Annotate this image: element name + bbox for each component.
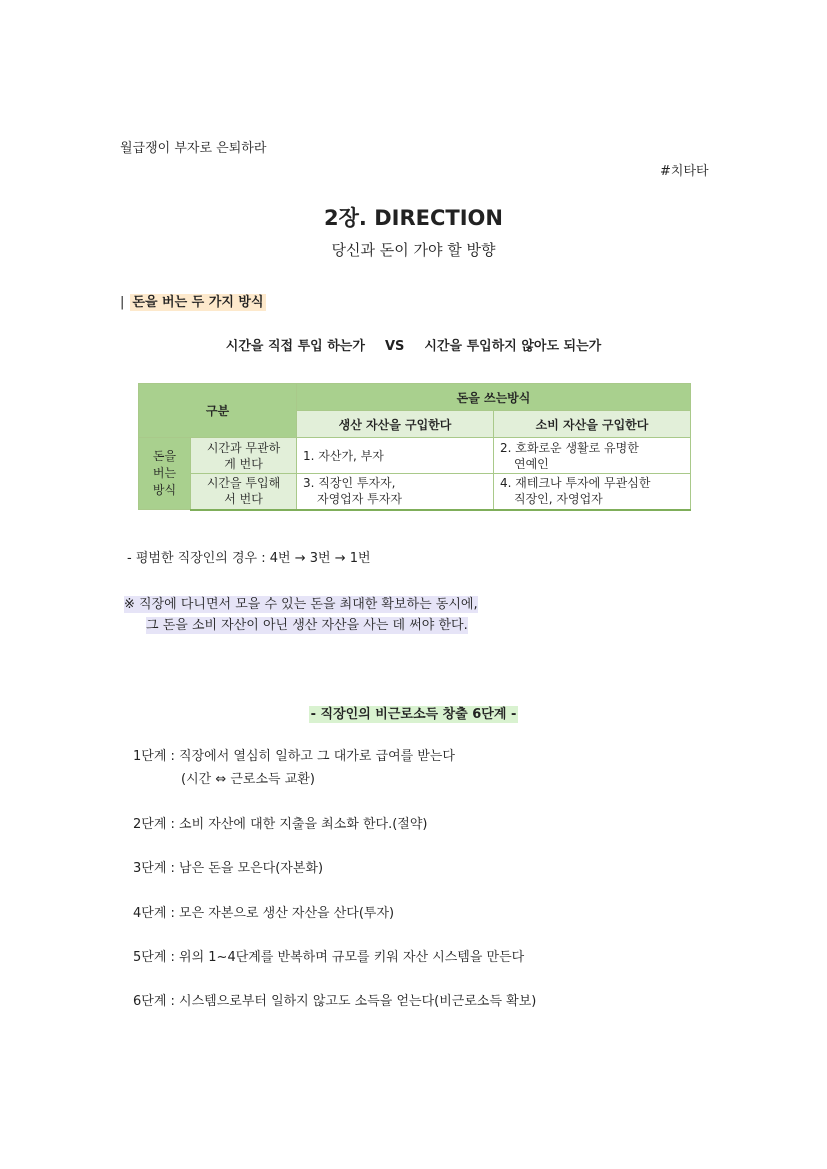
section-heading — [120, 291, 266, 310]
money-table — [138, 383, 691, 511]
comparison-vs: VS — [384, 339, 405, 354]
key-point-line-2: 그 돈을 소비 자산이 아닌 생산 자산을 사는 데 써야 한다. — [146, 618, 468, 633]
section-bar: | — [120, 295, 125, 310]
case-note: - 평범한 직장인의 경우 : 4번 → 3번 → 1번 — [127, 551, 371, 566]
table-row-label-time-invested: 시간을 투입해 서 번다 — [191, 474, 297, 510]
step-5: 5단계 : 위의 1~4단계를 반복하며 규모를 키워 자산 시스템을 만든다 — [133, 950, 525, 965]
table-col-consumer: 소비 자산을 구입한다 — [494, 411, 691, 438]
comparison-left: 시간을 직접 투입 하는가 — [225, 339, 365, 354]
table-cell-4: 4. 재테크나 투자에 무관심한 직장인, 자영업자 — [494, 474, 691, 510]
step-1: 1단계 : 직장에서 열심히 일하고 그 대가로 급여를 받는다 — [133, 749, 455, 764]
section-heading-text: 돈을 버는 두 가지 방식 — [132, 295, 264, 310]
table-cell-3: 3. 직장인 투자자, 자영업자 투자자 — [297, 474, 494, 510]
table-cell-1: 1. 자산가, 부자 — [297, 438, 494, 474]
table-side-label: 돈을 버는 방식 — [139, 438, 191, 510]
table-row-label-time-independent: 시간과 무관하 게 번다 — [191, 438, 297, 474]
step-6: 6단계 : 시스템으로부터 일하지 않고도 소득을 얻는다(비근로소득 확보) — [133, 994, 537, 1009]
step-4: 4단계 : 모은 자본으로 생산 자산을 산다(투자) — [133, 906, 395, 921]
step-2: 2단계 : 소비 자산에 대한 지출을 최소화 한다.(절약) — [133, 817, 428, 832]
key-point-line-1: ※ 직장에 다니면서 모을 수 있는 돈을 최대한 확보하는 동시에, — [124, 597, 478, 612]
table-corner: 구분 — [139, 384, 297, 438]
steps-title: - 직장인의 비근로소득 창출 6단계 - — [310, 707, 517, 722]
book-title: 월급쟁이 부자로 은퇴하라 — [120, 141, 267, 156]
hashtag: #치타타 — [660, 164, 709, 179]
chapter-title: 2장. DIRECTION — [324, 206, 503, 230]
table-cell-2: 2. 호화로운 생활로 유명한 연예인 — [494, 438, 691, 474]
table-spend-header: 돈을 쓰는방식 — [297, 384, 691, 411]
comparison-right: 시간을 투입하지 않아도 되는가 — [424, 339, 602, 354]
step-3: 3단계 : 남은 돈을 모은다(자본화) — [133, 861, 324, 876]
step-1-sub: (시간 ⇔ 근로소득 교환) — [181, 772, 315, 787]
comparison-line — [0, 335, 827, 354]
chapter-subtitle: 당신과 돈이 가야 할 방향 — [331, 241, 496, 259]
table-col-productive: 생산 자산을 구입한다 — [297, 411, 494, 438]
